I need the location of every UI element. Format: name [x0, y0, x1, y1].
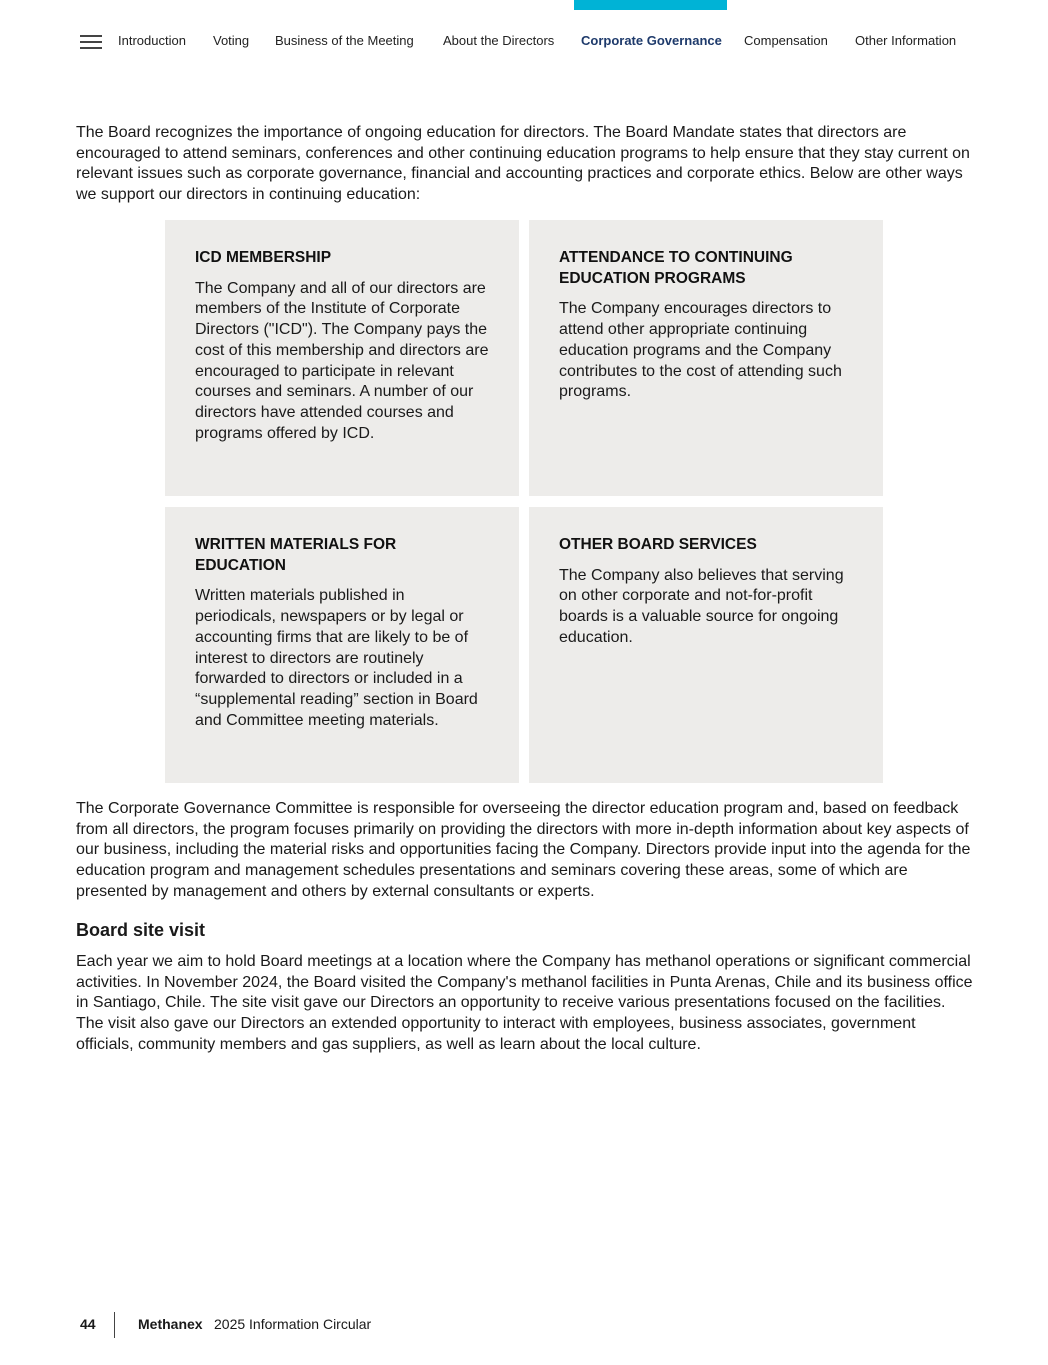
card-title: OTHER BOARD SERVICES [559, 536, 757, 553]
nav-item-corporate-governance[interactable]: Corporate Governance [581, 33, 722, 48]
nav-item-other-information[interactable]: Other Information [855, 33, 957, 48]
footer-brand: Methanex [138, 1316, 203, 1332]
card-title: ATTENDANCE TO CONTINUING EDUCATION PROGRAMS [559, 249, 793, 287]
card-continuing-education [529, 220, 883, 496]
card-icd-membership [165, 220, 519, 496]
site-visit-paragraph: Each year we aim to hold Board meetings at a location where the Company has methanol operations or significant commercial activities. In November 2024, the Board visited the Company's methanol facilities in Punta Arenas, Chile and its business office in Santiago, Chile. The site visit gave our Directors an opportunity to receive various presentations focused on the facilities. The visit also gave our Directors an extended opportunity to interact with employees, business associates, government officials, community members and gas suppliers, as well as learn about the local culture. [76, 953, 973, 1053]
hamburger-menu-icon[interactable] [80, 35, 102, 49]
intro-paragraph: The Board recognizes the importance of ongoing education for directors. The Board Mandate states that directors are encouraged to attend seminars, conferences and other continuing education programs to help ensure that they stay current on relevant issues such as corporate governance, financial and accounting practices and corporate ethics. Below are other ways we support our directors in continuing education: [76, 124, 970, 204]
card-title: ICD MEMBERSHIP [195, 249, 332, 266]
section-nav [0, 28, 1048, 56]
footer-document-title: 2025 Information Circular [214, 1316, 372, 1332]
nav-item-voting[interactable]: Voting [213, 33, 250, 48]
nav-item-compensation[interactable]: Compensation [744, 33, 828, 48]
card-body: The Company encourages directors to attend other appropriate continuing education programs and the Company contributes to the cost of attending such programs. [559, 300, 842, 401]
footer-divider [114, 1312, 115, 1338]
card-written-materials [165, 507, 519, 783]
card-body: The Company also believes that serving on other corporate and not-for-profit boards is a valuable source for ongoing education. [559, 566, 844, 646]
page-number: 44 [80, 1316, 96, 1332]
card-title: WRITTEN MATERIALS FOR EDUCATION [195, 536, 397, 574]
card-other-board-services [529, 507, 883, 783]
nav-item-introduction[interactable]: Introduction [118, 33, 186, 48]
nav-item-business-of-the-meeting[interactable]: Business of the Meeting [275, 33, 414, 48]
site-visit-heading: Board site visit [76, 920, 206, 940]
committee-paragraph: The Corporate Governance Committee is responsible for overseeing the director education program and, based on feedback from all directors, the program focuses primarily on providing the directors with more in-depth information about key aspects of our business, including the material risks and opportunities facing the Company. Directors provide input into the agenda for the education program and management schedules presentations and seminars covering these areas, some of which are presented by management and others by external consultants or experts. [76, 800, 971, 900]
nav-item-about-the-directors[interactable]: About the Directors [443, 33, 555, 48]
card-body: Written materials published in periodicals, newspapers or by legal or accounting firms that are likely to be of interest to directors are routinely forwarded to directors or included in a “supplemental reading” section in Board and Committee meeting materials. [195, 587, 478, 729]
card-body: The Company and all of our directors are members of the Institute of Corporate Directors ("ICD"). The Company pays the cost of this membership and directors are encouraged to participate in relevant courses and seminars. A number of our directors have attended courses and programs offered by ICD. [195, 279, 489, 442]
active-section-indicator [574, 0, 727, 10]
